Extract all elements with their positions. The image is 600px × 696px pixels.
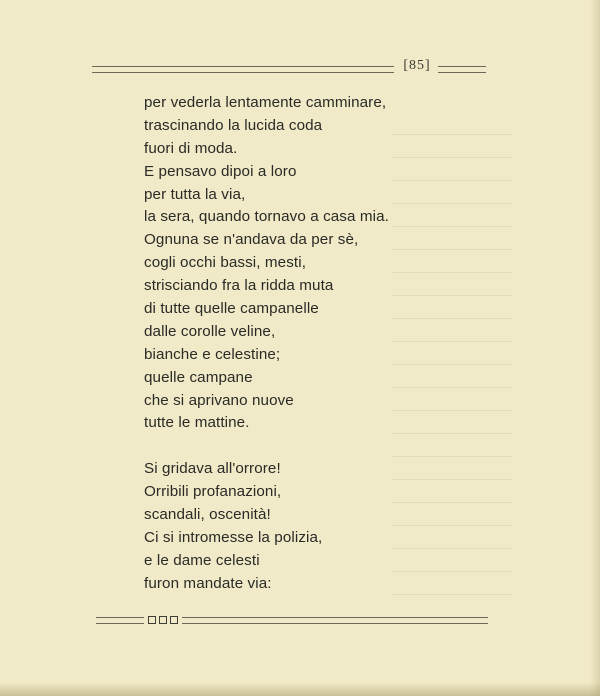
poem-body — [144, 92, 389, 596]
poem-line: dalle corolle veline, — [144, 322, 276, 340]
poem-line: E pensavo dipoi a loro — [144, 162, 297, 180]
poem-line: fuori di moda. — [144, 139, 238, 157]
poem-line: tutte le mattine. — [144, 414, 250, 432]
poem-line: che si aprivano nuove — [144, 391, 294, 409]
poem-line: furon mandate via: — [144, 574, 272, 592]
poem-line: la sera, quando tornavo a casa mia. — [144, 208, 389, 226]
page-edge-shadow — [590, 0, 600, 696]
poem-line: strisciando fra la ridda muta — [144, 277, 334, 295]
poem-line: Ci si intromesse la polizia, — [144, 528, 323, 546]
square-icon — [148, 616, 156, 624]
poem-line: Orribili profanazioni, — [144, 483, 282, 501]
page-number: [85] — [403, 58, 431, 73]
poem-line: e le dame celesti — [144, 551, 260, 569]
poem-line: per vederla lentamente camminare, — [144, 94, 387, 111]
header-rule-left — [92, 66, 394, 73]
poem-line: scandali, oscenità! — [144, 506, 271, 524]
footer-rule-right — [182, 617, 488, 624]
stanza-1 — [144, 92, 389, 435]
stanza-break — [144, 435, 389, 458]
poem-line: Ognuna se n'andava da per sè, — [144, 231, 359, 249]
poem-line: Si gridava all'orrore! — [144, 460, 281, 478]
square-icon — [159, 616, 167, 624]
poem-line: quelle campane — [144, 368, 253, 386]
footer-rule-left — [96, 617, 144, 624]
square-icon — [170, 616, 178, 624]
poem-line: bianche e celestine; — [144, 345, 281, 363]
poem-line: di tutte quelle campanelle — [144, 300, 319, 318]
stanza-2 — [144, 458, 389, 595]
show-through-text — [392, 120, 512, 600]
poem-line: cogli occhi bassi, mesti, — [144, 254, 307, 272]
header-rule-right — [438, 66, 486, 73]
poem-line: trascinando la lucida coda — [144, 116, 323, 134]
page-bottom-shadow — [0, 682, 600, 696]
poem-line: per tutta la via, — [144, 185, 246, 203]
footer-ornament-icon — [148, 615, 178, 625]
